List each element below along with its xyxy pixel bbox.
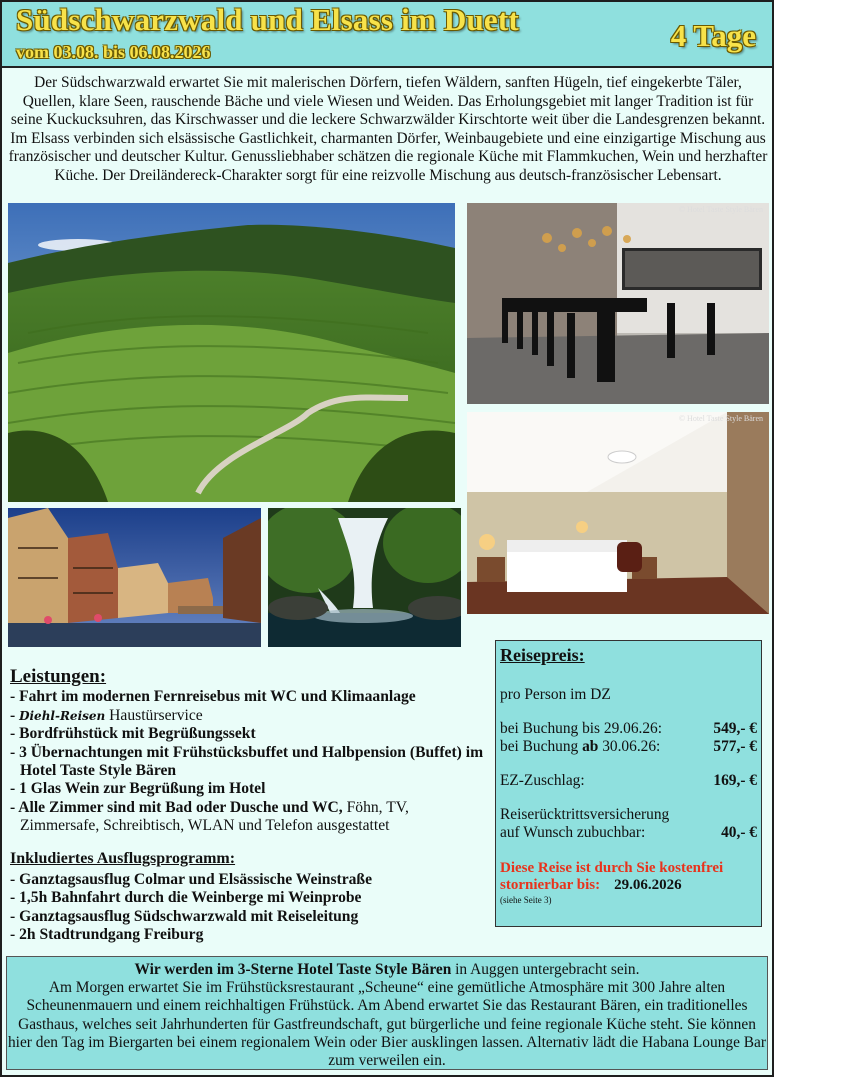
page-title: Südschwarzwald und Elsass im Duett [16,2,519,37]
list-bullet: - [10,706,20,724]
diehl-reisen-logo: Diehl-Reisen [19,708,106,723]
intro-text: Der Südschwarzwald erwartet Sie mit malerischen Dörfern, tiefen Wäldern, sanften Hügeln, tief eingekerbte Täler, Quellen, klare Seen, rauschende Bäche und viele Wiesen und Weiden. Das Erholungsgebiet mit langer Tradition ist für seine Kuckucksuhren, das Kirschwasser und die leckere Schwarzwälder Kirschtorte weit über die Landesgrenzen bekannt. Im Elsass verbinden sich elsässische Gastlichkeit, charmanten Dörfer, Weinbaugebiete und eine einzigartige Mischung aus französischer und deutscher Kultur. Genussliebhaber schätzen die regionale Küche mit Flammkuchen, Wein und herzhafter Küche. Der Dreiländereck-Charakter sorgt für eine reizvolle Mischung aus deutsch-französischer Lebensart. [8,74,768,184]
photo-credit: © Hotel Taste Style Bären [678,205,763,214]
cancellation-text: Diese Reise ist durch Sie kostenfrei [500,860,724,876]
page-reference: (siehe Seite 3) [500,895,552,905]
price-label: EZ-Zuschlag: [500,772,585,789]
list-item: - 1 Glas Wein zur Begrüßung im Hotel [10,780,266,798]
services-list [10,688,490,835]
price-value: 40,- € [721,824,757,841]
header-banner [2,2,772,68]
colmar-photo [8,508,261,647]
price-per-person: pro Person im DZ [500,686,611,703]
price-value: 169,- € [713,772,757,789]
price-label: bei Buchung bis 29.06.26: [500,720,663,737]
trip-duration: 4 Tage [670,18,756,53]
hotel-info-headline: Wir werden im 3-Sterne Hotel Taste Style Bären in Auggen untergebracht sein. [134,961,640,978]
hotel-room-photo [467,412,769,614]
list-item-text: - Alle Zimmer sind mit Bad oder Dusche und WC, [10,798,343,816]
list-item: - Ganztagsausflug Südschwarzwald mit Reiseleitung [10,907,359,925]
photo-credit: © Hotel Taste Style Bären [678,414,763,423]
list-item: - 3 Übernachtungen mit Frühstücksbuffet und Halbpension (Buffet) im [10,743,484,761]
list-item [10,799,490,817]
hotel-info-text: Am Morgen erwartet Sie im Frühstücksrestaurant „Scheune“ eine gemütliche Atmosphäre mit 300 Jahre alten Scheunenmauern und einem reichhaltigen Frühstück. Am Abend erwartet Sie das Restaurant Bären, ein traditionelles Gasthaus, welches seit Jahrhunderten für Gastfreundschaft, gut bürgerliche und feine regionale Küche steht. Sie können hier den Tag im Biergarten bei einem regionalem Wein oder Bier ausklingen lassen. Alternativ lädt die Habana Lounge Bar zum verweilen ein. [7,979,766,1070]
insurance-label: Reiserücktrittsversicherung [500,806,670,823]
list-item-text: Föhn, TV, [342,798,409,816]
restaurant-photo [467,203,769,404]
vineyard-photo [8,203,455,502]
price-heading: Reisepreis: [500,645,585,665]
list-item: - 1,5h Bahnfahrt durch die Weinberge mi Weinprobe [10,889,362,907]
price-row-late [500,738,757,756]
price-box [495,640,762,927]
excursions-list [10,871,490,945]
price-row-insurance [500,824,757,842]
list-item-continued: Hotel Taste Style Bären [20,762,177,780]
price-value: 577,- € [713,738,757,755]
price-label: bei Buchung ab 30.06.26: [500,738,661,755]
list-item [10,707,490,725]
list-item: - Bordfrühstück mit Begrüßungssekt [10,725,256,743]
price-value: 549,- € [713,720,757,737]
list-item: - Fahrt im modernen Fernreisebus mit WC und Klimaanlage [10,688,416,706]
waterfall-photo [268,508,461,647]
price-row-single [500,772,757,790]
list-item-continued: Zimmersafe, Schreibtisch, WLAN und Telefon ausgestattet [20,817,390,835]
list-item: - Ganztagsausflug Colmar und Elsässische Weinstraße [10,871,373,889]
price-label: auf Wunsch zubuchbar: [500,824,646,841]
cancellation-deadline: stornierbar bis: 29.06.2026 [500,877,682,893]
excursions-heading: Inkludiertes Ausflugsprogramm: [10,849,236,867]
travel-dates: vom 03.08. bis 06.08.2026 [16,42,211,62]
hotel-info-box [6,956,768,1070]
price-row-early [500,720,757,738]
services-heading: Leistungen: [10,666,107,687]
cancellation-note [500,860,757,894]
list-item-text: Haustürservice [105,706,203,724]
services-section [10,668,490,945]
list-item: - 2h Stadtrundgang Freiburg [10,926,204,944]
